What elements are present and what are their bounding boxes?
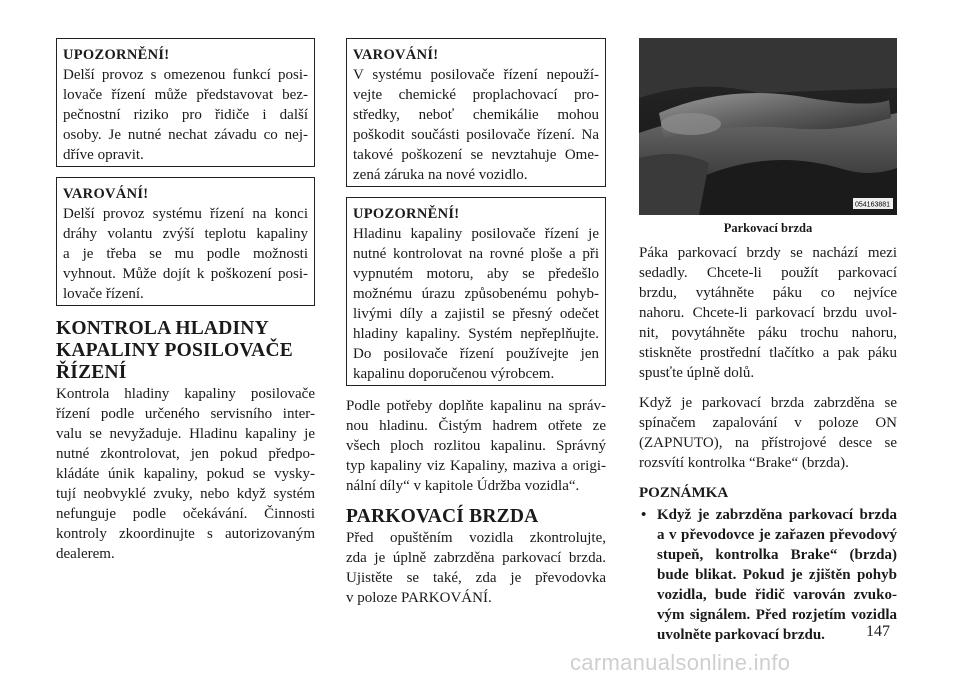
text-line: osoby. Je nutné nechat závadu co nej- [63,127,308,143]
text-line: vejte chemické proplachovací pro- [353,87,599,103]
parking-brake-photo [639,38,897,215]
text-line: v poloze PARKOVÁNÍ. [346,590,492,606]
text-line: tují neobvyklé zvuky, nebo když systém [56,486,315,502]
text-line: dealerem. [56,546,115,562]
text-line: Kontrola hladiny kapaliny posilovače [56,386,315,402]
text-line: sedadly. Chcete-li použít parkovací [639,265,897,281]
bullet-icon: • [641,507,647,523]
parking-brake-illustration [639,38,897,215]
text-line: brzdu, vytáhněte páku co nejvíce [639,285,897,301]
warning-box-warning [56,177,315,306]
text-line: nahoru. Chcete-li parkovací brzdu uvol- [639,305,897,321]
text-line: možnému úrazu způsobenému pohyb- [353,286,599,302]
text-line: Delší provoz systému řízení na konci [63,206,308,222]
text-line: hladiny kapaliny. Systém nepřeplňujte. [353,326,599,342]
text-line: bude blikat. Pokud je zjištěn pohyb [657,567,897,583]
title-line: ŘÍZENÍ [56,362,127,383]
text-line: Páka parkovací brzdy se nachází mezi [639,245,897,261]
text-line: všech ploch rozlitou kapalinu. Správný [346,438,606,454]
parking-brake-intro-paragraph [346,528,606,608]
text-line: nou hladinu. Čistým hadrem otřete ze [346,418,606,434]
text-line: stiskněte prostřední tlačítko a pak páku [639,345,897,361]
right-column [639,38,897,645]
note-title: POZNÁMKA [639,485,729,501]
text-line: Hladinu kapaliny posilovače řízení je [353,226,599,242]
text-line: zda je úplně zabrzděna parkovací brzda. [346,550,606,566]
warning-title: VAROVÁNÍ! [353,47,439,63]
warning-text [353,65,599,185]
text-line: stupeň, kontrolka Brake“ (brzda) [657,547,897,563]
text-line: nutné zkontrolovat, jen pokud předpo- [56,446,315,462]
text-line: a je třeba se mu podle možnosti [63,246,308,262]
warning-text [63,204,308,304]
text-line: Ujistěte se také, zda je převodovka [346,570,606,586]
text-line: a v převodovce je zařazen převodový [657,527,897,543]
warning-text [63,65,308,165]
page-number: 147 [866,623,890,640]
refill-paragraph [346,396,606,496]
text-line: vozidla, bude řidič varován zvuko- [657,587,897,603]
warning-box-caution [346,197,606,386]
text-line: Delší provoz s omezenou funkcí posi- [63,67,308,83]
text-line: Když je zabrzděna parkovací brzda [657,507,897,523]
text-line: Před opuštěním vozidla zkontrolujte, [346,530,606,546]
text-line: lovače řízení. [63,286,144,302]
text-line: vým signálem. Před rozjetím vozidla [657,607,897,623]
text-line: nit, povytáhněte páku trochu nahoru, [639,325,897,341]
warning-box-caution [56,38,315,167]
text-line: rozsvítí kontrolka “Brake“ (brzda). [639,455,849,471]
warning-title: VAROVÁNÍ! [63,186,149,202]
text-line: Podle potřeby doplňte kapalinu na správ- [346,398,606,414]
parking-brake-usage-paragraph [639,243,897,383]
title-line: KONTROLA HLADINY [56,318,269,339]
section-title-steering-fluid [56,318,315,384]
text-line: valu se nevyžaduje. Hladinu kapaliny je [56,426,315,442]
warning-box-warning [346,38,606,187]
title-line: KAPALINY POSILOVAČE [56,340,293,361]
text-line: (ZAPNUTO), na přístrojové desce se [639,435,897,451]
brake-indicator-paragraph [639,393,897,473]
text-line: takové poškození se nevztahuje Ome- [353,147,599,163]
text-line: Do posilovače řízení používejte jen [353,346,599,362]
text-line: středky, neboť chemikálie mohou [353,107,599,123]
middle-column [346,38,606,608]
left-column [56,38,315,564]
text-line: dříve opravit. [63,147,144,163]
text-line: poškodit součásti posilovače řízení. Na [353,127,599,143]
text-line: řízení podle určeného servisního inter- [56,406,315,422]
watermark[interactable]: carmanualsonline.info [570,650,791,675]
section-title-parking-brake: PARKOVACÍ BRZDA [346,506,539,527]
text-line: typ kapaliny viz Kapaliny, maziva a origi- [346,458,606,474]
text-line: spusťte úplně dolů. [639,365,755,381]
text-line: pečnostní riziko pro řidiče i další [63,107,308,123]
text-line: Když je parkovací brzda zabrzděna se [639,395,897,411]
text-line: livými díly a zajistil se přesný odečet [353,306,599,322]
text-line: dráhy volantu zvýší teplotu kapaliny [63,226,308,242]
text-line: zená záruka na nové vozidlo. [353,167,528,183]
text-line: vyhnout. Může dojít k poškození posi- [63,266,308,282]
text-line: spínačem zapalování v poloze ON [639,415,897,431]
text-line: V systému posilovače řízení nepouží- [353,67,599,83]
steering-fluid-paragraph [56,384,315,564]
text-line: nutné kontrolovat na rovné ploše a při [353,246,599,262]
note-item [639,505,897,645]
warning-title: UPOZORNĚNÍ! [63,47,170,63]
warning-text [353,224,599,384]
text-line: lovače řízení může představovat bez- [63,87,308,103]
text-line: kontroly zkoordinujte s autorizovaným [56,526,315,542]
text-line: uvolněte parkovací brzdu. [657,627,825,643]
photo-code: 054163881 [855,201,891,209]
warning-title: UPOZORNĚNÍ! [353,206,460,222]
text-line: kládáte únik kapaliny, pokud se vysky- [56,466,315,482]
text-line: vypnutém motoru, aby se předešlo [353,266,599,282]
note-list [639,505,897,645]
text-line: kapalinu doporučenou výrobcem. [353,366,555,382]
text-line: nefunguje podle očekávání. Činnosti [56,506,315,522]
photo-caption: Parkovací brzda [723,221,813,235]
text-line: nální díly“ v kapitole Údržba vozidla“. [346,478,580,494]
